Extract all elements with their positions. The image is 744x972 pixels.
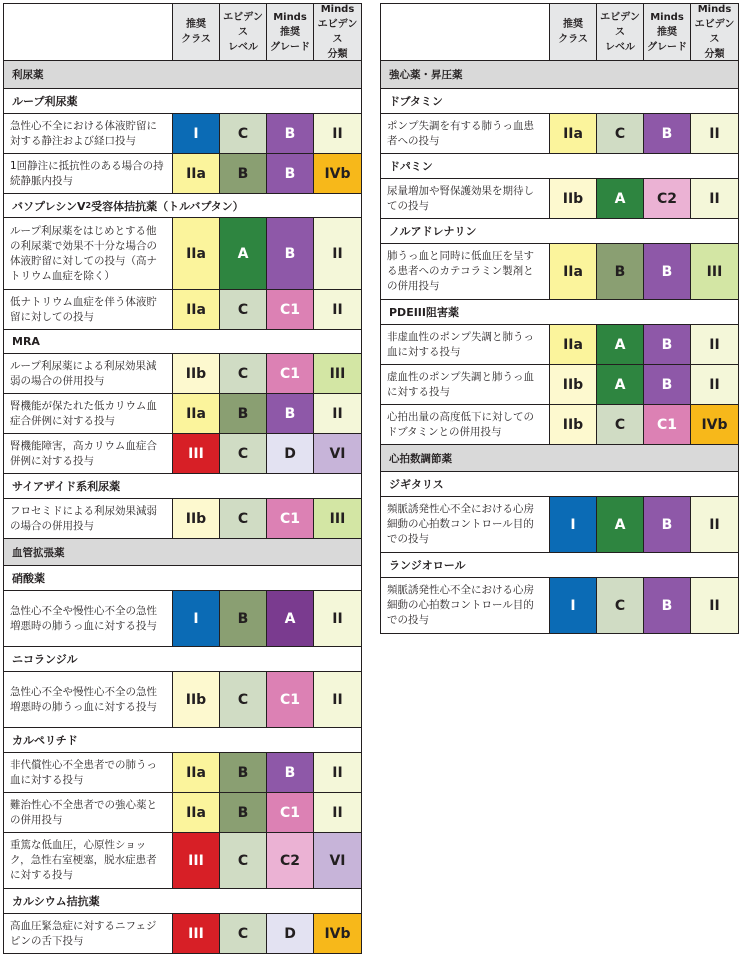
row-description: 頻脈誘発性心不全における心房細動の心拍数コントロール目的での投与 — [381, 497, 550, 552]
evidence-level: B — [220, 154, 267, 193]
minds-evidence: II — [314, 591, 361, 646]
evidence-level: C — [220, 914, 267, 953]
minds-evidence: VI — [314, 434, 361, 473]
minds-grade: B — [267, 753, 314, 792]
table-row — [4, 289, 361, 329]
table-row — [381, 496, 738, 552]
table-row — [4, 113, 361, 153]
recommendation-class: IIb — [173, 354, 220, 393]
minds-grade: B — [644, 244, 691, 299]
header-evidence-level: エビデンス レベル — [597, 4, 644, 60]
recommendation-class: IIb — [550, 179, 597, 218]
minds-evidence: III — [691, 244, 738, 299]
subheading-dobutamine: ドブタミン — [381, 88, 738, 113]
table-row — [4, 913, 361, 953]
row-description: 頻脈誘発性心不全における心房細動の心拍数コントロール目的での投与 — [381, 578, 550, 633]
table-row — [381, 178, 738, 218]
table-row — [4, 498, 361, 538]
section-rate-control: 心拍数調節薬 — [381, 444, 738, 471]
minds-evidence: II — [314, 672, 361, 727]
subheading-thiazide: サイアザイド系利尿薬 — [4, 473, 361, 498]
row-description: ポンプ失調を有する肺うっ血患者への投与 — [381, 114, 550, 153]
evidence-level: B — [220, 591, 267, 646]
header-recommendation-class: 推奨 クラス — [173, 4, 220, 60]
section-inotropes: 強心薬・昇圧薬 — [381, 60, 738, 88]
minds-evidence: II — [691, 179, 738, 218]
minds-evidence: II — [691, 497, 738, 552]
minds-grade: C2 — [267, 833, 314, 888]
minds-grade: B — [267, 114, 314, 153]
table-row — [381, 577, 738, 633]
minds-grade: B — [644, 114, 691, 153]
minds-grade: B — [267, 394, 314, 433]
evidence-level: C — [220, 114, 267, 153]
recommendation-class: III — [173, 833, 220, 888]
table-row — [381, 404, 738, 444]
row-description: 急性心不全における体液貯留に対する静注および経口投与 — [4, 114, 173, 153]
evidence-level: C — [597, 405, 644, 444]
recommendation-class: IIa — [173, 793, 220, 832]
evidence-level: C — [220, 833, 267, 888]
table-row — [4, 393, 361, 433]
header-minds-grade: Minds 推奨 グレード — [267, 4, 314, 60]
row-description: 虚血性のポンプ失調と肺うっ血に対する投与 — [381, 365, 550, 404]
evidence-level: C — [597, 578, 644, 633]
evidence-level: C — [220, 499, 267, 538]
row-description: 1回静注に抵抗性のある場合の持続静脈内投与 — [4, 154, 173, 193]
table-row — [4, 217, 361, 289]
section-diuretics: 利尿薬 — [4, 60, 361, 88]
table-row — [4, 832, 361, 888]
subheading-calcium-antagonist: カルシウム拮抗薬 — [4, 888, 361, 913]
subheading-pde3-inhibitor: PDEIII阻害薬 — [381, 299, 738, 324]
minds-grade: D — [267, 434, 314, 473]
minds-grade: B — [644, 578, 691, 633]
minds-grade: A — [267, 591, 314, 646]
header-blank — [4, 4, 173, 60]
table-row — [4, 153, 361, 193]
evidence-level: A — [220, 218, 267, 289]
header-minds-evidence: Minds エビデンス 分類 — [314, 4, 361, 60]
evidence-level: B — [220, 793, 267, 832]
minds-evidence: II — [314, 290, 361, 329]
header-minds-evidence: Minds エビデンス 分類 — [691, 4, 738, 60]
minds-evidence: III — [314, 499, 361, 538]
recommendation-class: IIa — [173, 753, 220, 792]
minds-evidence: II — [314, 218, 361, 289]
row-description: 急性心不全や慢性心不全の急性増悪時の肺うっ血に対する投与 — [4, 672, 173, 727]
minds-evidence: II — [314, 394, 361, 433]
minds-evidence: IVb — [691, 405, 738, 444]
row-description: 非虚血性のポンプ失調と肺うっ血に対する投与 — [381, 325, 550, 364]
recommendation-class: IIb — [173, 672, 220, 727]
row-description: 低ナトリウム血症を伴う体液貯留に対しての投与 — [4, 290, 173, 329]
recommendation-class: IIb — [550, 405, 597, 444]
recommendation-class: IIa — [173, 154, 220, 193]
recommendation-class: IIb — [550, 365, 597, 404]
evidence-level: C — [220, 434, 267, 473]
evidence-level: B — [597, 244, 644, 299]
recommendation-class: IIa — [173, 290, 220, 329]
table-row — [4, 671, 361, 727]
minds-grade: B — [644, 497, 691, 552]
row-description: フロセミドによる利尿効果減弱の場合の併用投与 — [4, 499, 173, 538]
table-row — [4, 792, 361, 832]
recommendation-class: I — [173, 114, 220, 153]
row-description: 心拍出量の高度低下に対してのドブタミンとの併用投与 — [381, 405, 550, 444]
minds-grade: B — [267, 218, 314, 289]
minds-evidence: VI — [314, 833, 361, 888]
header-minds-grade: Minds 推奨 グレード — [644, 4, 691, 60]
minds-grade: D — [267, 914, 314, 953]
subheading-carperitide: カルペリチド — [4, 727, 361, 752]
table-row — [381, 113, 738, 153]
minds-grade: B — [644, 365, 691, 404]
recommendation-class: III — [173, 434, 220, 473]
row-description: 腎機能が保たれた低カリウム血症合併例に対する投与 — [4, 394, 173, 433]
recommendation-class: I — [173, 591, 220, 646]
row-description: 重篤な低血圧，心原性ショック，急性右室梗塞，脱水症患者に対する投与 — [4, 833, 173, 888]
table-row — [4, 590, 361, 646]
minds-evidence: II — [691, 325, 738, 364]
section-vasodilators: 血管拡張薬 — [4, 538, 361, 565]
subheading-nicorandil: ニコランジル — [4, 646, 361, 671]
minds-evidence: IVb — [314, 154, 361, 193]
minds-grade: C1 — [267, 793, 314, 832]
minds-grade: C1 — [267, 672, 314, 727]
recommendation-class: IIa — [173, 394, 220, 433]
row-description: 難治性心不全患者での強心薬との併用投与 — [4, 793, 173, 832]
row-description: 高血圧緊急症に対するニフェジピンの舌下投与 — [4, 914, 173, 953]
table-row — [381, 243, 738, 299]
header-blank — [381, 4, 550, 60]
recommendation-table-right — [380, 3, 739, 634]
minds-evidence: II — [691, 578, 738, 633]
row-description: 非代償性心不全患者での肺うっ血に対する投与 — [4, 753, 173, 792]
minds-evidence: IVb — [314, 914, 361, 953]
table-row — [381, 364, 738, 404]
evidence-level: A — [597, 179, 644, 218]
minds-evidence: II — [691, 365, 738, 404]
subheading-landiolol: ランジオロール — [381, 552, 738, 577]
recommendation-class: III — [173, 914, 220, 953]
subscript: 2 — [85, 201, 92, 210]
table-row — [4, 353, 361, 393]
minds-grade: C1 — [644, 405, 691, 444]
evidence-level: B — [220, 753, 267, 792]
table-row — [381, 324, 738, 364]
recommendation-class: IIa — [550, 325, 597, 364]
row-description: 急性心不全や慢性心不全の急性増悪時の肺うっ血に対する投与 — [4, 591, 173, 646]
recommendation-class: I — [550, 497, 597, 552]
row-description: 尿量増加や腎保護効果を期待しての投与 — [381, 179, 550, 218]
minds-evidence: II — [691, 114, 738, 153]
subheading-text: バソプレシンV — [12, 199, 86, 213]
minds-evidence: II — [314, 114, 361, 153]
minds-evidence: III — [314, 354, 361, 393]
minds-grade: B — [644, 325, 691, 364]
recommendation-class: I — [550, 578, 597, 633]
evidence-level: C — [220, 672, 267, 727]
evidence-level: C — [220, 290, 267, 329]
header-recommendation-class: 推奨 クラス — [550, 4, 597, 60]
table-row — [4, 433, 361, 473]
recommendation-class: IIa — [550, 244, 597, 299]
row-description: ループ利尿薬による利尿効果減弱の場合の併用投与 — [4, 354, 173, 393]
recommendation-table-left — [3, 3, 362, 954]
recommendation-class: IIb — [173, 499, 220, 538]
minds-evidence: II — [314, 793, 361, 832]
header-evidence-level: エビデンス レベル — [220, 4, 267, 60]
subheading-vasopressin-antagonist — [4, 193, 361, 217]
evidence-level: A — [597, 325, 644, 364]
evidence-level: B — [220, 394, 267, 433]
table-header — [381, 4, 738, 60]
minds-grade: C1 — [267, 354, 314, 393]
minds-evidence: II — [314, 753, 361, 792]
minds-grade: C1 — [267, 290, 314, 329]
subheading-text-suffix: 受容体拮抗薬（トルバプタン） — [91, 199, 244, 213]
table-row — [4, 752, 361, 792]
row-description: 腎機能障害，高カリウム血症合併例に対する投与 — [4, 434, 173, 473]
minds-grade: B — [267, 154, 314, 193]
evidence-level: A — [597, 365, 644, 404]
recommendation-class: IIa — [173, 218, 220, 289]
evidence-level: C — [220, 354, 267, 393]
subheading-mra: MRA — [4, 329, 361, 353]
subheading-noradrenaline: ノルアドレナリン — [381, 218, 738, 243]
subheading-nitrates: 硝酸薬 — [4, 565, 361, 590]
table-header — [4, 4, 361, 60]
evidence-level: C — [597, 114, 644, 153]
recommendation-class: IIa — [550, 114, 597, 153]
minds-grade: C1 — [267, 499, 314, 538]
minds-grade: C2 — [644, 179, 691, 218]
subheading-loop-diuretics: ループ利尿薬 — [4, 88, 361, 113]
subheading-dopamine: ドパミン — [381, 153, 738, 178]
row-description: 肺うっ血と同時に低血圧を呈する患者へのカテコラミン製剤との併用投与 — [381, 244, 550, 299]
row-description: ループ利尿薬をはじめとする他の利尿薬で効果不十分な場合の体液貯留に対しての投与（高ナトリウム血症を除く） — [4, 218, 173, 289]
subheading-digitalis: ジギタリス — [381, 471, 738, 496]
evidence-level: A — [597, 497, 644, 552]
